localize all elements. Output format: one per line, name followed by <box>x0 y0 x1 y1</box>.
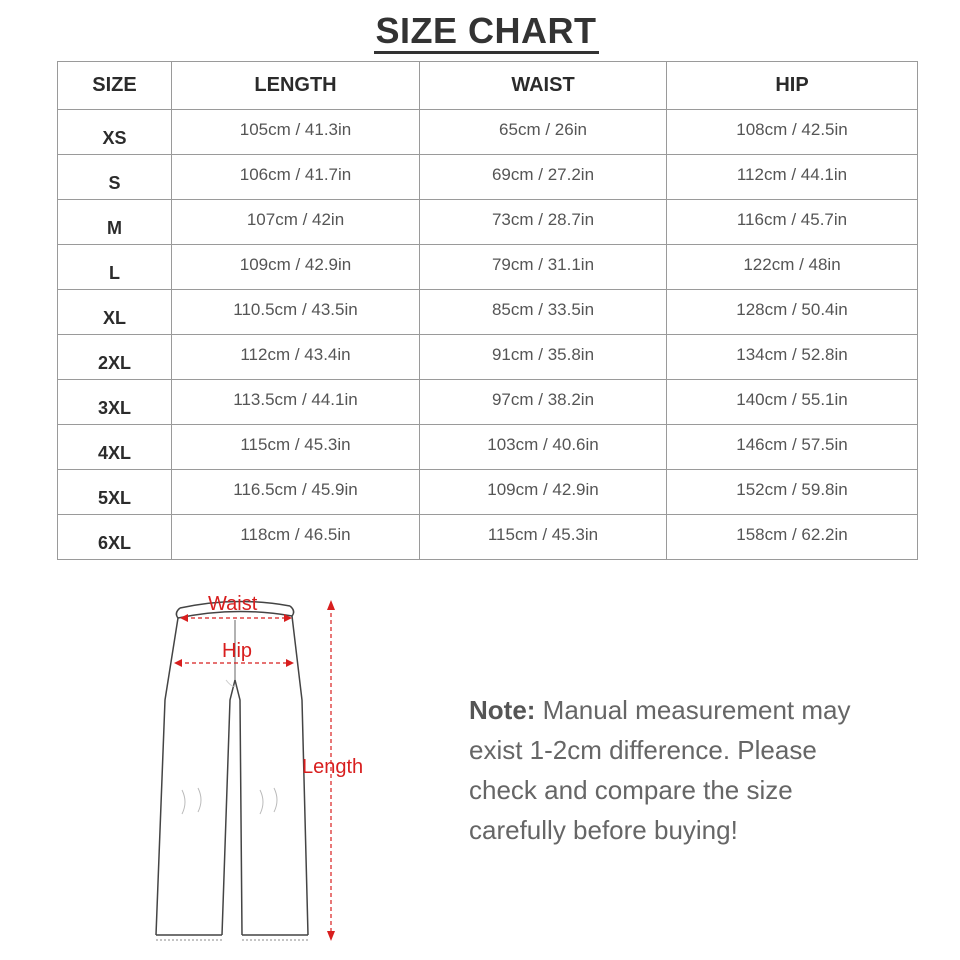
hip-cell: 158cm / 62.2in <box>667 515 918 560</box>
note-line-2: exist 1-2cm difference. Please <box>469 735 817 765</box>
header-hip: HIP <box>667 62 918 110</box>
length-cell: 110.5cm / 43.5in <box>172 290 420 335</box>
size-cell: L <box>58 245 172 290</box>
waist-cell: 97cm / 38.2in <box>420 380 667 425</box>
table-row <box>58 200 918 245</box>
size-cell: XL <box>58 290 172 335</box>
waist-cell: 109cm / 42.9in <box>420 470 667 515</box>
pants-diagram <box>140 590 380 950</box>
hip-label: Hip <box>222 640 253 662</box>
page-title <box>0 10 960 54</box>
hip-cell: 146cm / 57.5in <box>667 425 918 470</box>
hip-cell: 108cm / 42.5in <box>667 110 918 155</box>
size-cell: XS <box>58 110 172 155</box>
title-text: SIZE CHART <box>374 11 599 54</box>
hip-cell: 134cm / 52.8in <box>667 335 918 380</box>
length-cell: 109cm / 42.9in <box>172 245 420 290</box>
size-cell: 3XL <box>58 380 172 425</box>
size-cell: M <box>58 200 172 245</box>
length-cell: 106cm / 41.7in <box>172 155 420 200</box>
length-cell: 105cm / 41.3in <box>172 110 420 155</box>
header-size: SIZE <box>58 62 172 110</box>
table-row <box>58 245 918 290</box>
hip-cell: 116cm / 45.7in <box>667 200 918 245</box>
waist-cell: 79cm / 31.1in <box>420 245 667 290</box>
hip-cell: 128cm / 50.4in <box>667 290 918 335</box>
table-header-row <box>58 62 918 110</box>
length-cell: 112cm / 43.4in <box>172 335 420 380</box>
table-row <box>58 155 918 200</box>
note-line-3: check and compare the size <box>469 775 793 805</box>
length-cell: 115cm / 45.3in <box>172 425 420 470</box>
waist-cell: 69cm / 27.2in <box>420 155 667 200</box>
note-text <box>469 690 909 850</box>
header-waist: WAIST <box>420 62 667 110</box>
waist-cell: 73cm / 28.7in <box>420 200 667 245</box>
length-cell: 113.5cm / 44.1in <box>172 380 420 425</box>
waist-cell: 85cm / 33.5in <box>420 290 667 335</box>
size-cell: 2XL <box>58 335 172 380</box>
note-line-4: carefully before buying! <box>469 815 738 845</box>
table-row <box>58 515 918 560</box>
size-cell: 5XL <box>58 470 172 515</box>
size-cell: 4XL <box>58 425 172 470</box>
hip-cell: 112cm / 44.1in <box>667 155 918 200</box>
size-table <box>57 61 918 560</box>
hip-cell: 152cm / 59.8in <box>667 470 918 515</box>
length-cell: 116.5cm / 45.9in <box>172 470 420 515</box>
table-body <box>58 110 918 560</box>
length-cell: 107cm / 42in <box>172 200 420 245</box>
table-row <box>58 380 918 425</box>
waist-cell: 91cm / 35.8in <box>420 335 667 380</box>
size-cell: S <box>58 155 172 200</box>
note-prefix: Note: <box>469 695 536 725</box>
table-row <box>58 470 918 515</box>
header-length: LENGTH <box>172 62 420 110</box>
waist-label: Waist <box>208 593 258 615</box>
note-line-1: Manual measurement may <box>542 695 851 725</box>
waist-cell: 103cm / 40.6in <box>420 425 667 470</box>
length-cell: 118cm / 46.5in <box>172 515 420 560</box>
waist-cell: 65cm / 26in <box>420 110 667 155</box>
size-cell: 6XL <box>58 515 172 560</box>
waist-cell: 115cm / 45.3in <box>420 515 667 560</box>
length-label: Length <box>302 756 364 778</box>
hip-cell: 122cm / 48in <box>667 245 918 290</box>
table-row <box>58 290 918 335</box>
table-row <box>58 425 918 470</box>
hip-cell: 140cm / 55.1in <box>667 380 918 425</box>
table-row <box>58 110 918 155</box>
table-row <box>58 335 918 380</box>
